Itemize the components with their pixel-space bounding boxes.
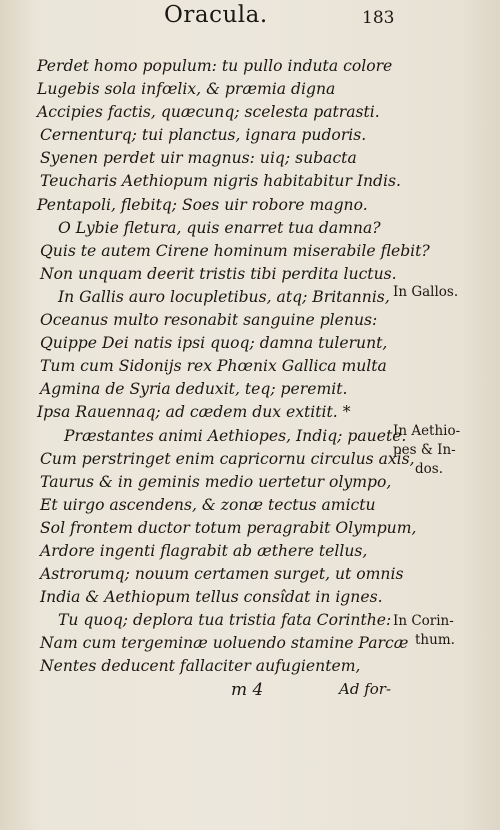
margin-note-line: dos. — [415, 461, 443, 477]
verse-line: Pentapoli, flebitq; Soes uir robore magno. — [37, 195, 368, 214]
verse-line: O Lybie fletura, quis enarret tua damna? — [58, 218, 381, 237]
verse-line: Non unquam deerit tristis tibi perdita luctus. — [40, 264, 397, 283]
signature-mark: m 4 — [231, 680, 264, 700]
page-number: 183 — [362, 8, 395, 28]
verse-line: Accipies factis, quæcunq; scelesta patrasti. — [37, 103, 380, 122]
margin-note-line: thum. — [415, 632, 455, 648]
verse-line: Syenen perdet uir magnus: uiq; subacta — [40, 149, 357, 168]
verse-line: Ipsa Rauennaq; ad cædem dux extitit. * — [37, 403, 351, 422]
verse-line: Astrorumq; nouum certamen surget, ut omnis — [40, 565, 404, 584]
verse-line: Et uirgo ascendens, & zonæ tectus amictu — [40, 495, 376, 514]
verse-line: Nentes deducent fallaciter aufugientem, — [40, 657, 361, 676]
verse-line: Tu quoq; deplora tua tristia fata Corinthe: — [58, 611, 392, 630]
verse-line: Quis te autem Cirene hominum miserabile flebit? — [40, 241, 430, 260]
verse-line: Taurus & in geminis medio uertetur olympo, — [40, 472, 392, 491]
verse-line: Ardore ingenti flagrabit ab æthere tellus, — [40, 541, 368, 560]
verse-line: Sol frontem ductor totum peragrabit Olympum, — [40, 518, 417, 537]
verse-line: Præstantes animi Aethiopes, Indiq; pauete. — [64, 426, 407, 445]
margin-note-line: In Corin- — [393, 613, 454, 629]
margin-note-gallos: In Gallos. — [393, 284, 459, 300]
running-title: Oracula. — [164, 2, 268, 28]
margin-note-line: pes & In- — [393, 442, 456, 458]
verse-line: Agmina de Syria deduxit, teq; peremit. — [40, 380, 348, 399]
verse-line: India & Aethiopum tellus consîdat in ignes. — [40, 588, 383, 607]
verse-line: In Gallis auro locupletibus, atq; Britannis, — [58, 287, 390, 306]
verse-line: Quippe Dei natis ipsi quoq; damna tulerunt, — [40, 334, 388, 353]
verse-line: Oceanus multo resonabit sanguine plenus: — [40, 311, 378, 330]
verse-line: Lugebis sola infœlix, & præmia digna — [37, 80, 336, 99]
verse-line: Perdet homo populum: tu pullo induta colore — [37, 57, 393, 75]
margin-note-corinthum — [393, 612, 455, 650]
verse-line: Teucharis Aethiopum nigris habitabitur Indis. — [40, 172, 401, 191]
margin-note-aethiopes — [393, 422, 460, 479]
catchword: Ad for- — [339, 680, 392, 698]
verse-line: Nam cum tergeminæ uoluendo stamine Parcæ — [40, 634, 409, 653]
verse-line: Tum cum Sidonijs rex Phœnix Gallica multa — [40, 357, 387, 376]
margin-note-line: In Aethio- — [393, 423, 461, 439]
verse-line: Cernenturq; tui planctus, ignara pudoris. — [40, 126, 367, 145]
verse-line: Cum perstringet enim capricornu circulus axis, — [40, 449, 415, 468]
